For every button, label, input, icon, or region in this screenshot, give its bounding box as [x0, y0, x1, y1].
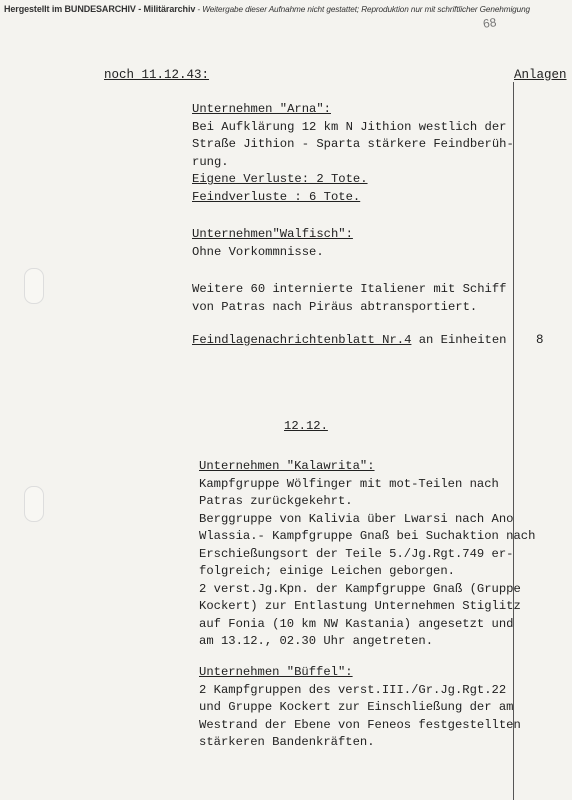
entry-line: Kampfgruppe Wölfinger mit mot-Teilen nach [199, 476, 499, 491]
entry-line: am 13.12., 02.30 Uhr angetreten. [199, 634, 434, 648]
entry-line: 2 verst.Jg.Kpn. der Kampfgruppe Gnaß (Gruppe [199, 581, 521, 596]
entry-feindlage [192, 332, 507, 350]
margin-label-anlagen: Anlagen [514, 68, 567, 82]
entry-line: Berggruppe von Kalivia über Lwarsi nach Ano [199, 511, 514, 526]
entry-italians [192, 281, 507, 316]
entry-title: Unternehmen "Büffel": [199, 665, 353, 679]
entry-line: Westrand der Ebene von Feneos festgestellten [199, 717, 521, 732]
entry-title: Unternehmen"Walfisch": [192, 227, 353, 241]
header-date: noch 11.12.43: [104, 68, 210, 82]
entry-line: Wlassia.- Kampfgruppe Gnaß bei Suchaktion nach [199, 529, 536, 543]
entry-line: Ohne Vorkommnisse. [192, 244, 324, 259]
entry-line: an Einheiten [411, 333, 507, 347]
entry-line: Bei Aufklärung 12 km N Jithion westlich der [192, 119, 507, 134]
margin-ref-number: 8 [536, 333, 544, 347]
archive-stamp-rest: - Weitergabe dieser Aufnahme nicht gestattet; Reproduktion nur mit schriftlicher Genehmigung [195, 5, 531, 14]
page-number: 68 [482, 15, 498, 31]
entry-title: Feindlagenachrichtenblatt Nr.4 [192, 333, 412, 347]
entry-title: Unternehmen "Kalawrita": [199, 459, 375, 473]
archive-stamp [4, 4, 564, 14]
entry-line: stärkeren Bandenkräften. [199, 735, 375, 749]
entry-line: von Patras nach Piräus abtransportiert. [192, 299, 478, 314]
entry-line: Patras zurückgekehrt. [199, 494, 353, 508]
entry-title: Unternehmen "Arna": [192, 102, 331, 116]
entry-line: Erschießungsort der Teile 5./Jg.Rgt.749 er- [199, 546, 514, 561]
entry-kalawrita [199, 458, 535, 651]
entry-line: und Gruppe Kockert zur Einschließung der am [199, 700, 514, 714]
punch-hole [24, 268, 44, 304]
entry-line: Weitere 60 internierte Italiener mit Schiff [192, 282, 507, 296]
enemy-losses: Feindverluste : 6 Tote. [192, 189, 361, 204]
punch-hole [24, 486, 44, 522]
entry-walfisch [192, 226, 353, 261]
own-losses: Eigene Verluste: 2 Tote. [192, 172, 368, 186]
entry-line: Kockert) zur Entlastung Unternehmen Stiglitz [199, 599, 521, 613]
entry-bueffel [199, 664, 521, 752]
entry-line: Straße Jithion - Sparta stärkere Feindberüh- [192, 137, 514, 151]
entry-line: 2 Kampfgruppen des verst.III./Gr.Jg.Rgt.22 [199, 682, 507, 697]
entry-line: rung. [192, 154, 229, 169]
entry-line: auf Fonia (10 km NW Kastania) angesetzt und [199, 616, 514, 631]
entry-line: folgreich; einige Leichen geborgen. [199, 564, 455, 578]
archive-stamp-bold: Hergestellt im BUNDESARCHIV - Militärarchiv [4, 4, 196, 14]
entry-arna [192, 101, 514, 206]
day-date: 12.12. [284, 419, 328, 433]
